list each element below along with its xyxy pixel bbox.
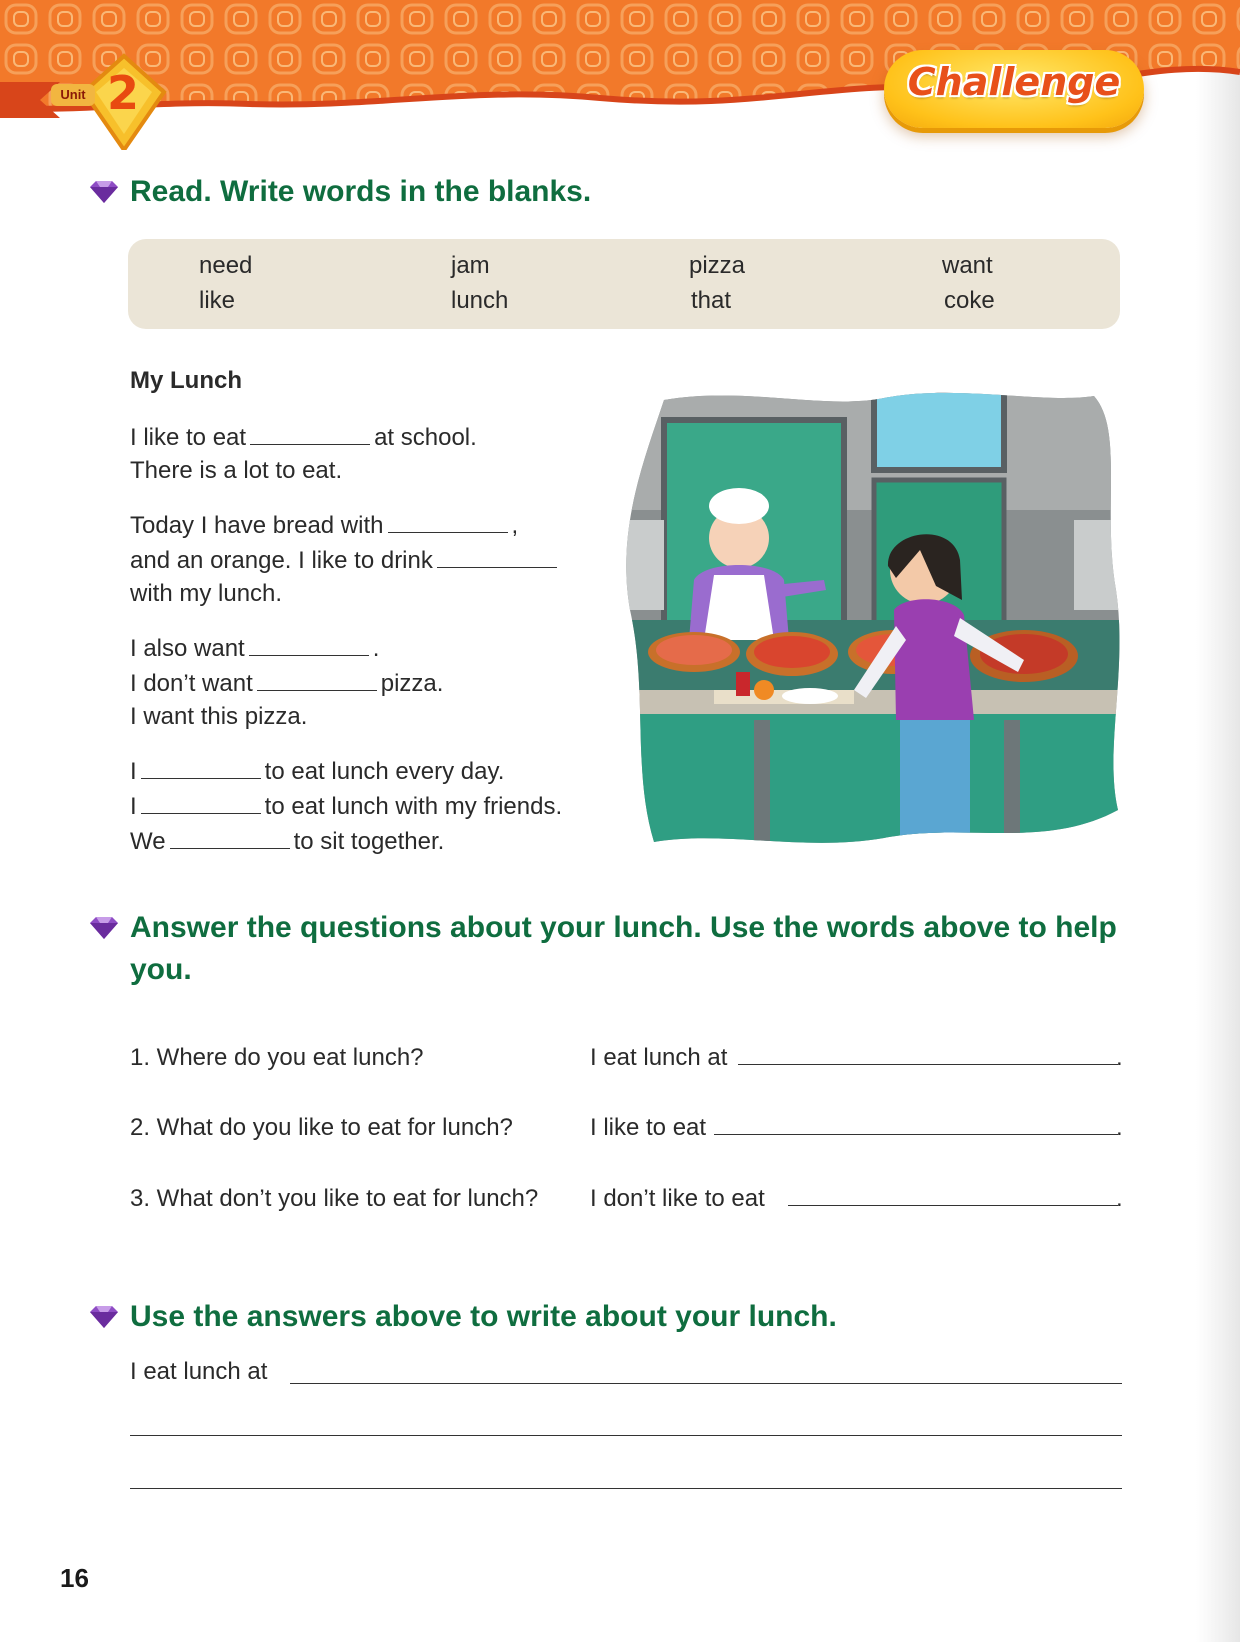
word-bank-item: want xyxy=(942,252,993,279)
word-bank-item: like xyxy=(199,287,236,314)
cafeteria-illustration xyxy=(624,390,1124,845)
passage-line: I don’t want pizza. xyxy=(130,667,443,699)
word-bank-item: coke xyxy=(944,287,995,314)
word-bank-item: jam xyxy=(451,252,490,279)
passage-line: Today I have bread with , xyxy=(130,509,518,541)
answer-end-3: . xyxy=(1116,1185,1123,1212)
answer-starter-3: I don’t like to eat xyxy=(590,1185,765,1212)
answer-end-2: . xyxy=(1116,1114,1123,1141)
passage-title: My Lunch xyxy=(130,367,242,394)
passage-line: There is a lot to eat. xyxy=(130,457,343,484)
passage-line: I want this pizza. xyxy=(130,703,308,730)
answer-end-1: . xyxy=(1116,1044,1123,1071)
blank[interactable] xyxy=(250,421,370,445)
question-1: 1. Where do you eat lunch? xyxy=(130,1044,424,1071)
question-3: 3. What don’t you like to eat for lunch? xyxy=(130,1185,539,1212)
writing-line-1[interactable] xyxy=(290,1383,1122,1384)
blank[interactable] xyxy=(437,544,557,568)
writing-line-3[interactable] xyxy=(130,1488,1122,1489)
page-edge-shadow xyxy=(1196,0,1240,1642)
passage-line: I also want . xyxy=(130,632,379,664)
answer-line-1[interactable] xyxy=(738,1064,1118,1065)
section1-heading xyxy=(88,171,591,213)
word-bank-item: lunch xyxy=(451,287,509,314)
answer-line-3[interactable] xyxy=(788,1205,1118,1206)
page-number: 16 xyxy=(60,1563,89,1593)
passage-line: I to eat lunch with my friends. xyxy=(130,790,562,822)
blank[interactable] xyxy=(141,790,261,814)
passage-line: and an orange. I like to drink xyxy=(130,544,561,576)
passage-line: I like to eat at school. xyxy=(130,421,477,453)
section1-heading-text: Read. Write words in the blanks. xyxy=(130,175,592,208)
writing-starter: I eat lunch at xyxy=(130,1358,268,1385)
word-bank-item: need xyxy=(199,252,253,279)
gem-icon xyxy=(88,1304,120,1330)
blank[interactable] xyxy=(388,509,508,533)
header-band xyxy=(0,0,1240,150)
answer-line-2[interactable] xyxy=(714,1134,1118,1135)
blank[interactable] xyxy=(249,632,369,656)
word-bank xyxy=(128,239,1120,329)
challenge-badge xyxy=(884,50,1144,128)
gem-icon xyxy=(88,915,120,941)
question-2: 2. What do you like to eat for lunch? xyxy=(130,1114,513,1141)
section2-heading-line2: you. xyxy=(130,953,192,986)
answer-starter-2: I like to eat xyxy=(590,1114,707,1141)
unit-number: 2 xyxy=(106,66,139,120)
writing-line-2[interactable] xyxy=(130,1435,1122,1436)
word-bank-item: that xyxy=(691,287,732,314)
section2-heading xyxy=(88,907,1117,991)
section2-heading-line1: Answer the questions about your lunch. Use the words above to help xyxy=(130,911,1117,944)
passage-line: I to eat lunch every day. xyxy=(130,755,504,787)
answer-starter-1: I eat lunch at xyxy=(590,1044,728,1071)
challenge-label: Challenge xyxy=(907,60,1121,104)
blank[interactable] xyxy=(170,825,290,849)
unit-label: Unit xyxy=(51,84,95,106)
passage-line: We to sit together. xyxy=(130,825,444,857)
blank[interactable] xyxy=(141,755,261,779)
blank[interactable] xyxy=(257,667,377,691)
section3-heading xyxy=(88,1296,837,1338)
gem-icon xyxy=(88,179,120,205)
word-bank-item: pizza xyxy=(689,252,746,279)
section3-heading-text: Use the answers above to write about your lunch. xyxy=(130,1300,837,1333)
passage-line: with my lunch. xyxy=(130,580,283,607)
